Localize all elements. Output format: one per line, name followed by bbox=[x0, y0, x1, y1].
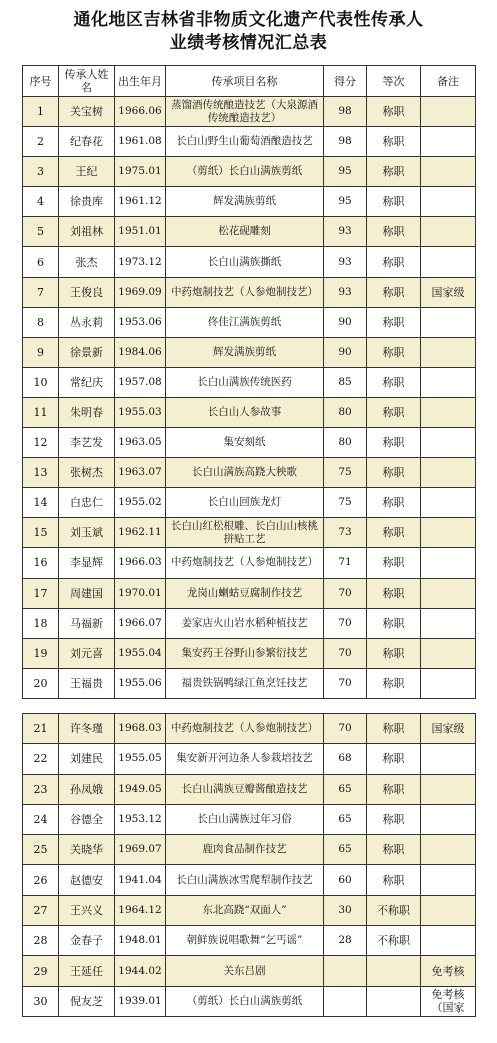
cell-birth: 1961.08 bbox=[115, 127, 166, 157]
cell-score: 80 bbox=[324, 397, 367, 427]
cell-birth: 1949.05 bbox=[115, 774, 166, 804]
cell-score: 60 bbox=[324, 865, 367, 895]
table-row bbox=[23, 518, 476, 548]
cell-note bbox=[421, 608, 476, 638]
cell-score: 93 bbox=[324, 247, 367, 277]
cell-no: 27 bbox=[23, 895, 59, 925]
cell-name: 白忠仁 bbox=[59, 488, 115, 518]
table-row bbox=[23, 247, 476, 277]
cell-note bbox=[421, 428, 476, 458]
cell-grade: 称职 bbox=[367, 428, 421, 458]
cell-no: 5 bbox=[23, 217, 59, 247]
table-row bbox=[23, 926, 476, 956]
cell-no: 16 bbox=[23, 548, 59, 578]
cell-grade: 称职 bbox=[367, 744, 421, 774]
cell-project: 鹿肉食品制作技艺 bbox=[166, 835, 324, 865]
cell-no: 26 bbox=[23, 865, 59, 895]
cell-score: 70 bbox=[324, 714, 367, 744]
cell-no: 14 bbox=[23, 488, 59, 518]
cell-no: 2 bbox=[23, 127, 59, 157]
cell-score: 98 bbox=[324, 97, 367, 127]
cell-name: 关晓华 bbox=[59, 835, 115, 865]
table-row bbox=[23, 804, 476, 834]
cell-name: 刘玉斌 bbox=[59, 518, 115, 548]
header-no: 序号 bbox=[23, 66, 59, 97]
cell-grade: 称职 bbox=[367, 578, 421, 608]
table-row bbox=[23, 458, 476, 488]
cell-name: 倪友芝 bbox=[59, 986, 115, 1016]
cell-birth: 1969.09 bbox=[115, 277, 166, 307]
cell-no: 29 bbox=[23, 956, 59, 986]
table-row bbox=[23, 895, 476, 925]
cell-note bbox=[421, 247, 476, 277]
cell-no: 15 bbox=[23, 518, 59, 548]
cell-birth: 1966.03 bbox=[115, 548, 166, 578]
cell-grade: 称职 bbox=[367, 97, 421, 127]
cell-grade: 称职 bbox=[367, 247, 421, 277]
cell-note bbox=[421, 367, 476, 397]
table-row bbox=[23, 774, 476, 804]
cell-birth: 1951.01 bbox=[115, 217, 166, 247]
cell-no: 6 bbox=[23, 247, 59, 277]
cell-birth: 1969.07 bbox=[115, 835, 166, 865]
cell-name: 马福新 bbox=[59, 608, 115, 638]
cell-score: 70 bbox=[324, 668, 367, 698]
cell-score: 65 bbox=[324, 804, 367, 834]
cell-no: 22 bbox=[23, 744, 59, 774]
cell-score: 70 bbox=[324, 638, 367, 668]
cell-score: 75 bbox=[324, 458, 367, 488]
cell-name: 赵德安 bbox=[59, 865, 115, 895]
header-name: 传承人姓名 bbox=[59, 66, 115, 97]
cell-grade: 称职 bbox=[367, 548, 421, 578]
table-row bbox=[23, 277, 476, 307]
cell-note bbox=[421, 638, 476, 668]
cell-name: 金春子 bbox=[59, 926, 115, 956]
table-row bbox=[23, 835, 476, 865]
table-row bbox=[23, 127, 476, 157]
cell-note bbox=[421, 926, 476, 956]
cell-no: 20 bbox=[23, 668, 59, 698]
cell-no: 11 bbox=[23, 397, 59, 427]
assessment-table-part2 bbox=[22, 713, 476, 1017]
cell-name: 王俊良 bbox=[59, 277, 115, 307]
cell-project: 长白山满族高跷大秧歌 bbox=[166, 458, 324, 488]
cell-note: 免考核（国家 bbox=[421, 986, 476, 1016]
cell-grade: 称职 bbox=[367, 488, 421, 518]
cell-name: 王福贵 bbox=[59, 668, 115, 698]
cell-score: 71 bbox=[324, 548, 367, 578]
cell-grade: 称职 bbox=[367, 865, 421, 895]
cell-name: 徐贵库 bbox=[59, 187, 115, 217]
table-row bbox=[23, 367, 476, 397]
table-header-row bbox=[23, 66, 476, 97]
cell-grade bbox=[367, 986, 421, 1016]
cell-grade: 称职 bbox=[367, 397, 421, 427]
cell-score: 90 bbox=[324, 337, 367, 367]
document-title-line1: 通化地区吉林省非物质文化遗产代表性传承人 bbox=[73, 10, 424, 30]
cell-project: 长白山满族撕纸 bbox=[166, 247, 324, 277]
cell-birth: 1939.01 bbox=[115, 986, 166, 1016]
cell-no: 9 bbox=[23, 337, 59, 367]
table-row bbox=[23, 608, 476, 638]
cell-name: 朱明春 bbox=[59, 397, 115, 427]
table-row bbox=[23, 397, 476, 427]
cell-grade: 称职 bbox=[367, 307, 421, 337]
table-row bbox=[23, 307, 476, 337]
cell-project: 中药炮制技艺（人参炮制技艺） bbox=[166, 548, 324, 578]
cell-project: 东北高跷“双面人” bbox=[166, 895, 324, 925]
cell-note bbox=[421, 458, 476, 488]
cell-project: 长白山人参故事 bbox=[166, 397, 324, 427]
cell-birth: 1955.03 bbox=[115, 397, 166, 427]
cell-note bbox=[421, 668, 476, 698]
document-title-line2: 业绩考核情况汇总表 bbox=[169, 33, 328, 53]
cell-note bbox=[421, 488, 476, 518]
cell-no: 12 bbox=[23, 428, 59, 458]
cell-grade: 称职 bbox=[367, 458, 421, 488]
cell-birth: 1963.05 bbox=[115, 428, 166, 458]
cell-score: 28 bbox=[324, 926, 367, 956]
header-project: 传承项目名称 bbox=[166, 66, 324, 97]
cell-grade: 称职 bbox=[367, 804, 421, 834]
cell-project: 长白山满族豆瓣酱酿造技艺 bbox=[166, 774, 324, 804]
cell-no: 17 bbox=[23, 578, 59, 608]
cell-note bbox=[421, 97, 476, 127]
cell-note bbox=[421, 157, 476, 187]
cell-score: 65 bbox=[324, 774, 367, 804]
table-row bbox=[23, 638, 476, 668]
cell-birth: 1984.06 bbox=[115, 337, 166, 367]
table-row bbox=[23, 986, 476, 1016]
cell-grade: 称职 bbox=[367, 127, 421, 157]
cell-note bbox=[421, 127, 476, 157]
table-row bbox=[23, 217, 476, 247]
cell-no: 13 bbox=[23, 458, 59, 488]
cell-no: 21 bbox=[23, 714, 59, 744]
cell-birth: 1955.04 bbox=[115, 638, 166, 668]
cell-note bbox=[421, 337, 476, 367]
cell-note: 国家级 bbox=[421, 277, 476, 307]
table-row bbox=[23, 187, 476, 217]
cell-score: 75 bbox=[324, 488, 367, 518]
cell-grade: 称职 bbox=[367, 608, 421, 638]
cell-name: 张杰 bbox=[59, 247, 115, 277]
cell-score: 93 bbox=[324, 217, 367, 247]
cell-name: 李艺发 bbox=[59, 428, 115, 458]
cell-project: 松花砚雕刻 bbox=[166, 217, 324, 247]
cell-no: 7 bbox=[23, 277, 59, 307]
header-score: 得分 bbox=[324, 66, 367, 97]
cell-name: 孙凤娥 bbox=[59, 774, 115, 804]
cell-birth: 1973.12 bbox=[115, 247, 166, 277]
table-row bbox=[23, 865, 476, 895]
cell-note bbox=[421, 217, 476, 247]
cell-project: 长白山红松根雕、长白山山核桃拼贴工艺 bbox=[166, 518, 324, 548]
cell-score: 80 bbox=[324, 428, 367, 458]
cell-project: 龙岗山蝲蛄豆腐制作技艺 bbox=[166, 578, 324, 608]
table-row bbox=[23, 714, 476, 744]
cell-score: 95 bbox=[324, 157, 367, 187]
header-note: 备注 bbox=[421, 66, 476, 97]
cell-name: 王纪 bbox=[59, 157, 115, 187]
cell-project: 辉发满族剪纸 bbox=[166, 337, 324, 367]
cell-project: 集安刻纸 bbox=[166, 428, 324, 458]
cell-grade: 称职 bbox=[367, 367, 421, 397]
cell-name: 徐景新 bbox=[59, 337, 115, 367]
cell-project: 中药炮制技艺（人参炮制技艺） bbox=[166, 714, 324, 744]
cell-note bbox=[421, 548, 476, 578]
cell-project: 集安新开河边条人参栽培技艺 bbox=[166, 744, 324, 774]
cell-note: 免考核 bbox=[421, 956, 476, 986]
cell-note bbox=[421, 744, 476, 774]
cell-score: 93 bbox=[324, 277, 367, 307]
cell-grade: 不称职 bbox=[367, 895, 421, 925]
cell-score: 73 bbox=[324, 518, 367, 548]
cell-name: 许冬瑾 bbox=[59, 714, 115, 744]
cell-project: 长白山满族冰雪爬犁制作技艺 bbox=[166, 865, 324, 895]
cell-project: 长白山回族龙灯 bbox=[166, 488, 324, 518]
cell-name: 王兴义 bbox=[59, 895, 115, 925]
cell-name: 刘元喜 bbox=[59, 638, 115, 668]
cell-name: 周建国 bbox=[59, 578, 115, 608]
cell-birth: 1964.12 bbox=[115, 895, 166, 925]
cell-note bbox=[421, 774, 476, 804]
cell-project: 中药炮制技艺（人参炮制技艺） bbox=[166, 277, 324, 307]
cell-no: 4 bbox=[23, 187, 59, 217]
table-row bbox=[23, 956, 476, 986]
cell-project: 长白山满族传统医药 bbox=[166, 367, 324, 397]
cell-name: 常纪庆 bbox=[59, 367, 115, 397]
cell-grade: 称职 bbox=[367, 217, 421, 247]
cell-no: 1 bbox=[23, 97, 59, 127]
cell-name: 刘祖林 bbox=[59, 217, 115, 247]
cell-note bbox=[421, 578, 476, 608]
cell-project: 长白山满族过年习俗 bbox=[166, 804, 324, 834]
cell-project: 集安药王谷野山参繁衍技艺 bbox=[166, 638, 324, 668]
cell-project: （剪纸）长白山满族剪纸 bbox=[166, 157, 324, 187]
cell-project: 蒸馏酒传统酿造技艺（大泉源酒传统酿造技艺） bbox=[166, 97, 324, 127]
cell-note bbox=[421, 895, 476, 925]
cell-birth: 1953.12 bbox=[115, 804, 166, 834]
table-row bbox=[23, 97, 476, 127]
cell-note bbox=[421, 187, 476, 217]
table-row bbox=[23, 744, 476, 774]
cell-score: 68 bbox=[324, 744, 367, 774]
cell-score: 70 bbox=[324, 578, 367, 608]
cell-no: 24 bbox=[23, 804, 59, 834]
cell-score bbox=[324, 956, 367, 986]
cell-no: 10 bbox=[23, 367, 59, 397]
cell-no: 30 bbox=[23, 986, 59, 1016]
table-row bbox=[23, 548, 476, 578]
cell-name: 刘建民 bbox=[59, 744, 115, 774]
cell-birth: 1953.06 bbox=[115, 307, 166, 337]
cell-birth: 1968.03 bbox=[115, 714, 166, 744]
cell-score: 65 bbox=[324, 835, 367, 865]
cell-no: 3 bbox=[23, 157, 59, 187]
table-row bbox=[23, 668, 476, 698]
cell-note bbox=[421, 804, 476, 834]
cell-grade: 称职 bbox=[367, 518, 421, 548]
cell-grade: 称职 bbox=[367, 668, 421, 698]
cell-grade: 称职 bbox=[367, 277, 421, 307]
cell-birth: 1975.01 bbox=[115, 157, 166, 187]
cell-note bbox=[421, 397, 476, 427]
table-row bbox=[23, 157, 476, 187]
cell-name: 谷德全 bbox=[59, 804, 115, 834]
cell-no: 23 bbox=[23, 774, 59, 804]
cell-birth: 1941.04 bbox=[115, 865, 166, 895]
cell-project: 佟佳江满族剪纸 bbox=[166, 307, 324, 337]
cell-birth: 1948.01 bbox=[115, 926, 166, 956]
cell-note: 国家级 bbox=[421, 714, 476, 744]
cell-score: 90 bbox=[324, 307, 367, 337]
cell-birth: 1963.07 bbox=[115, 458, 166, 488]
cell-grade: 称职 bbox=[367, 157, 421, 187]
cell-birth: 1966.06 bbox=[115, 97, 166, 127]
cell-project: 姜家店火山岩水稻种植技艺 bbox=[166, 608, 324, 638]
table-row bbox=[23, 428, 476, 458]
cell-grade: 称职 bbox=[367, 714, 421, 744]
cell-birth: 1961.12 bbox=[115, 187, 166, 217]
cell-no: 28 bbox=[23, 926, 59, 956]
cell-grade: 称职 bbox=[367, 638, 421, 668]
cell-note bbox=[421, 518, 476, 548]
cell-grade: 称职 bbox=[367, 835, 421, 865]
cell-score: 30 bbox=[324, 895, 367, 925]
cell-grade: 称职 bbox=[367, 187, 421, 217]
cell-note bbox=[421, 307, 476, 337]
cell-birth: 1955.06 bbox=[115, 668, 166, 698]
cell-no: 25 bbox=[23, 835, 59, 865]
cell-project: 福贵铁锅鸭绿江鱼烹饪技艺 bbox=[166, 668, 324, 698]
page-break bbox=[22, 698, 475, 711]
cell-score: 85 bbox=[324, 367, 367, 397]
table-row bbox=[23, 488, 476, 518]
table-row bbox=[23, 578, 476, 608]
header-birth: 出生年月 bbox=[115, 66, 166, 97]
cell-name: 纪春花 bbox=[59, 127, 115, 157]
cell-note bbox=[421, 835, 476, 865]
cell-birth: 1957.08 bbox=[115, 367, 166, 397]
cell-grade: 不称职 bbox=[367, 926, 421, 956]
cell-score: 98 bbox=[324, 127, 367, 157]
cell-name: 关宝树 bbox=[59, 97, 115, 127]
cell-birth: 1970.01 bbox=[115, 578, 166, 608]
cell-birth: 1962.11 bbox=[115, 518, 166, 548]
cell-grade: 称职 bbox=[367, 337, 421, 367]
cell-score: 95 bbox=[324, 187, 367, 217]
table-row bbox=[23, 337, 476, 367]
assessment-table-part1 bbox=[22, 65, 476, 699]
cell-score bbox=[324, 986, 367, 1016]
cell-name: 丛永莉 bbox=[59, 307, 115, 337]
cell-name: 张树杰 bbox=[59, 458, 115, 488]
cell-project: 长白山野生山葡萄酒酿造技艺 bbox=[166, 127, 324, 157]
cell-birth: 1955.05 bbox=[115, 744, 166, 774]
cell-no: 8 bbox=[23, 307, 59, 337]
cell-birth: 1955.02 bbox=[115, 488, 166, 518]
cell-grade: 称职 bbox=[367, 774, 421, 804]
cell-name: 王延任 bbox=[59, 956, 115, 986]
cell-grade bbox=[367, 956, 421, 986]
cell-note bbox=[421, 865, 476, 895]
cell-birth: 1944.02 bbox=[115, 956, 166, 986]
cell-project: 关东吕剧 bbox=[166, 956, 324, 986]
cell-project: 朝鲜族说唱歌舞“乞丐谣” bbox=[166, 926, 324, 956]
cell-score: 70 bbox=[324, 608, 367, 638]
cell-birth: 1966.07 bbox=[115, 608, 166, 638]
cell-project: （剪纸）长白山满族剪纸 bbox=[166, 986, 324, 1016]
header-grade: 等次 bbox=[367, 66, 421, 97]
cell-no: 18 bbox=[23, 608, 59, 638]
cell-project: 辉发满族剪纸 bbox=[166, 187, 324, 217]
cell-name: 李显辉 bbox=[59, 548, 115, 578]
cell-no: 19 bbox=[23, 638, 59, 668]
